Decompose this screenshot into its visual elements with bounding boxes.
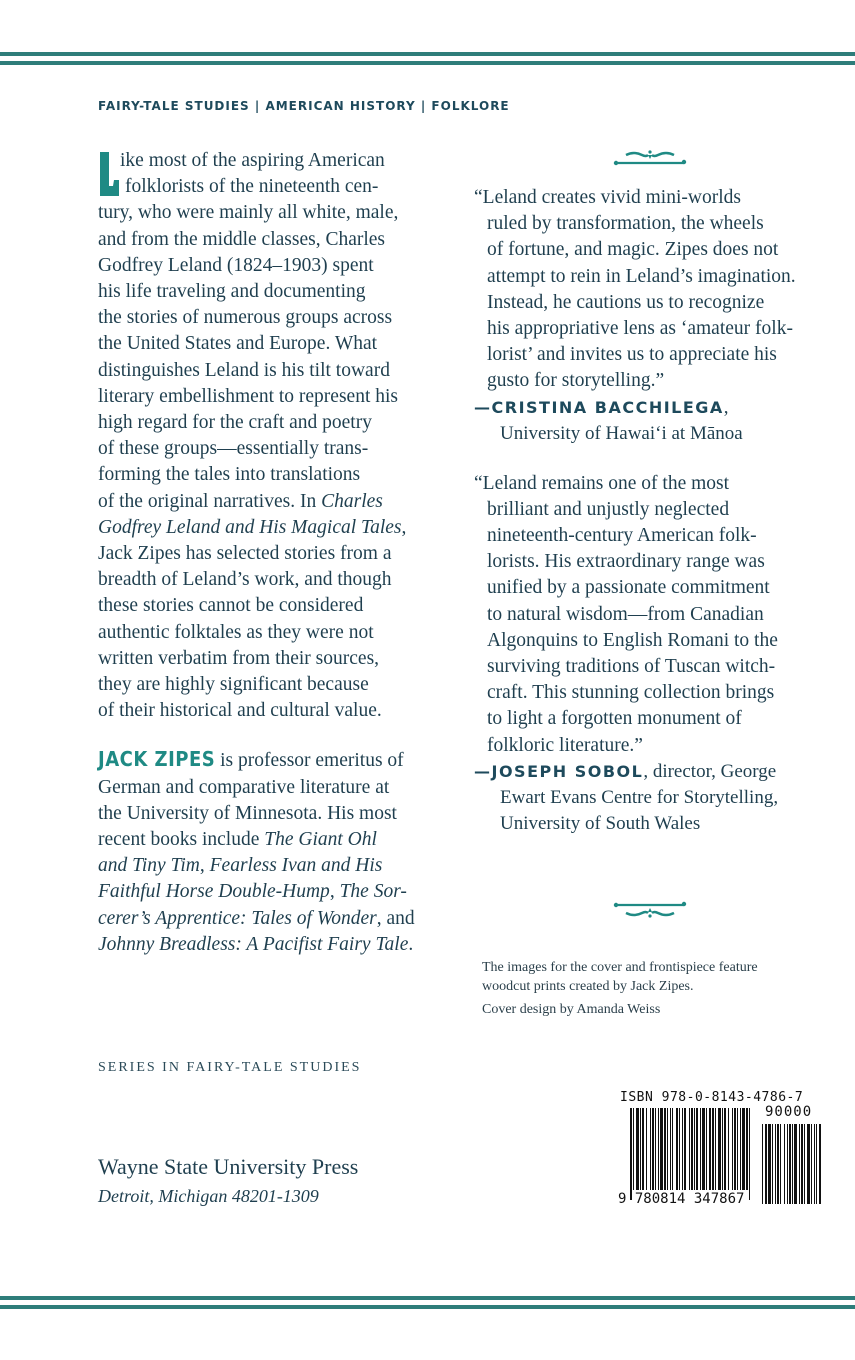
blurb-2-attribution xyxy=(474,759,849,837)
barcode-addon-bar xyxy=(780,1124,781,1204)
attrib-line xyxy=(474,395,849,421)
decorative-flourish-icon xyxy=(612,898,688,920)
barcode-bar xyxy=(672,1108,673,1190)
barcode-bar xyxy=(689,1108,690,1190)
barcode-addon-bar xyxy=(801,1124,803,1204)
barcode-addon-bar xyxy=(765,1124,767,1204)
barcode-bar xyxy=(737,1108,738,1190)
book-title-italic: Godfrey Leland and His Magical Tales xyxy=(98,516,402,538)
blurb-line: gusto for storytelling.” xyxy=(487,370,665,392)
top-rule-1 xyxy=(0,52,855,56)
bio-line: German and comparative literature at xyxy=(98,776,390,798)
desc-line xyxy=(98,515,458,541)
top-rule-2 xyxy=(0,61,855,65)
barcode-bar xyxy=(712,1108,714,1190)
desc-line: they are highly significant because xyxy=(98,674,369,696)
barcode-addon-bar xyxy=(787,1124,788,1204)
blurb-line: lorists. His extraordinary range was xyxy=(487,551,765,573)
blurb-line: “Leland remains one of the most xyxy=(474,472,730,494)
bio-text: recent books include xyxy=(98,829,265,851)
desc-text: , xyxy=(401,516,407,538)
bio-line xyxy=(98,746,458,774)
barcode-bar xyxy=(652,1108,654,1190)
barcode-addon-number: 90000 xyxy=(765,1104,813,1120)
reviewer-affiliation: University of Hawai‘i at Mānoa xyxy=(500,422,743,444)
reviewer-affiliation: Ewart Evans Centre for Storytelling, xyxy=(500,786,779,808)
desc-line: the United States and Europe. What xyxy=(98,333,378,355)
dropcap-l-icon xyxy=(98,152,120,196)
barcode-bar xyxy=(732,1108,733,1190)
desc-line: ike most of the aspiring American xyxy=(120,150,385,171)
book-title-italic: The Giant Ohl xyxy=(264,829,377,851)
desc-line: these stories cannot be considered xyxy=(98,595,364,617)
blurb-line: lorist’ and invites us to appreciate his xyxy=(487,344,777,366)
bio-line xyxy=(98,827,458,853)
book-title-italic: Fearless Ivan and His xyxy=(209,855,383,877)
barcode-bar xyxy=(633,1108,634,1190)
blurb-line: nineteenth-century American folk- xyxy=(487,525,757,547)
barcode-bar xyxy=(655,1108,656,1190)
reviewer-name: —CRISTINA BACCHILEGA xyxy=(474,397,724,417)
attrib-text: , xyxy=(723,396,729,418)
barcode-bar xyxy=(630,1108,632,1200)
book-title-italic: The Sor- xyxy=(339,881,407,903)
barcode-bar xyxy=(734,1108,736,1190)
blurb-line: attempt to rein in Leland’s imagination. xyxy=(487,265,796,287)
book-title-italic: Charles xyxy=(321,490,383,512)
barcode-bar xyxy=(700,1108,701,1190)
barcode-bar xyxy=(660,1108,663,1190)
barcode-bar xyxy=(694,1108,695,1190)
credits xyxy=(482,958,758,1019)
bio-line xyxy=(98,879,458,905)
bio-text: , xyxy=(199,855,210,877)
barcode-addon-bar xyxy=(772,1124,773,1204)
publisher-location: Detroit, Michigan 48201-1309 xyxy=(98,1186,319,1206)
category-line: FAIRY-TALE STUDIES | AMERICAN HISTORY | FOLKLORE xyxy=(98,99,510,113)
blurb-line: folkloric literature.” xyxy=(487,734,643,756)
bottom-rule-1 xyxy=(0,1296,855,1300)
blurb-line: Instead, he cautions us to recognize xyxy=(487,291,765,313)
barcode-bar xyxy=(679,1108,680,1190)
desc-line: distinguishes Leland is his tilt toward xyxy=(98,359,390,381)
barcode-addon-bar xyxy=(804,1124,805,1204)
attrib-line xyxy=(474,759,849,785)
image-credit: The images for the cover and frontispiece feature xyxy=(482,960,758,975)
barcode-bar xyxy=(702,1108,705,1190)
book-title-italic: cerer’s Apprentice: Tales of Wonder xyxy=(98,907,377,929)
blurb-line: ruled by transformation, the wheels xyxy=(487,213,764,235)
desc-line: breadth of Leland’s work, and though xyxy=(98,569,392,591)
barcode-addon-bar xyxy=(762,1124,763,1204)
barcode-bar xyxy=(728,1108,729,1190)
desc-line: authentic folktales as they were not xyxy=(98,621,374,643)
image-credit: woodcut prints created by Jack Zipes. xyxy=(482,979,694,994)
bio-text: , xyxy=(329,881,340,903)
blurb-line: unified by a passionate commitment xyxy=(487,577,770,599)
blurb-line: to natural wisdom—from Canadian xyxy=(487,603,764,625)
desc-line: high regard for the craft and poetry xyxy=(98,412,372,434)
bio-text: . xyxy=(408,933,414,955)
barcode-addon-bar xyxy=(768,1124,771,1204)
bio-text: , and xyxy=(376,907,415,929)
bio-line xyxy=(98,853,458,879)
desc-line: of their historical and cultural value. xyxy=(98,700,382,722)
barcode-bar xyxy=(691,1108,693,1190)
barcode-bar xyxy=(646,1108,647,1190)
book-title-italic: Faithful Horse Double-Hump xyxy=(98,881,330,903)
barcode-addon-bar xyxy=(819,1124,821,1204)
barcode-bar xyxy=(696,1108,698,1190)
book-title-italic: Johnny Breadless: A Pacifist Fairy Tale xyxy=(98,933,409,955)
blurb-line: surviving traditions of Tuscan witch- xyxy=(487,656,776,678)
barcode-addon-bar xyxy=(814,1124,815,1204)
publisher-name: Wayne State University Press xyxy=(98,1154,359,1179)
blurb-line: Algonquins to English Romani to the xyxy=(487,629,778,651)
blurb-line: of fortune, and magic. Zipes does not xyxy=(487,239,779,261)
author-bio xyxy=(98,746,458,958)
barcode-bar xyxy=(722,1108,723,1190)
isbn-label: ISBN 978-0-8143-4786-7 xyxy=(620,1090,804,1105)
desc-line: his life traveling and documenting xyxy=(98,281,366,303)
series-name: SERIES IN FAIRY-TALE STUDIES xyxy=(98,1060,362,1075)
desc-line: literary embellishment to represent his xyxy=(98,385,398,407)
decorative-flourish-icon xyxy=(612,148,688,170)
barcode-addon-bar xyxy=(792,1124,793,1204)
desc-line: of these groups—essentially trans- xyxy=(98,438,369,460)
design-credit: Cover design by Amanda Weiss xyxy=(482,1002,661,1017)
barcode-bar xyxy=(640,1108,641,1190)
barcode-addon-bar xyxy=(816,1124,817,1204)
barcode-bar xyxy=(676,1108,678,1190)
barcode-digits: 9 780814 347867 xyxy=(618,1191,745,1207)
barcode-addon-bar xyxy=(775,1124,776,1204)
left-column xyxy=(98,148,458,958)
blurb-1 xyxy=(474,185,849,395)
barcode-addon-bar xyxy=(794,1124,797,1204)
barcode-addon-bar xyxy=(807,1124,810,1204)
barcode-addon-bar xyxy=(799,1124,800,1204)
desc-line: tury, who were mainly all white, male, xyxy=(98,202,399,224)
barcode-bar xyxy=(642,1108,644,1190)
barcode-bar xyxy=(682,1108,683,1190)
desc-line: and from the middle classes, Charles xyxy=(98,228,386,250)
blurb-line: “Leland creates vivid mini-worlds xyxy=(474,187,741,208)
blurb-line: craft. This stunning collection brings xyxy=(487,682,775,704)
barcode-bar xyxy=(684,1108,686,1190)
barcode-bar xyxy=(749,1108,750,1200)
bottom-rule-2 xyxy=(0,1305,855,1309)
bio-line: the University of Minnesota. His most xyxy=(98,802,397,824)
barcode-bar xyxy=(658,1108,659,1190)
blurb-line: to light a forgotten monument of xyxy=(487,708,742,730)
barcode-addon-bar xyxy=(789,1124,791,1204)
blurb-line: brilliant and unjustly neglected xyxy=(487,498,730,520)
barcode-bar xyxy=(636,1108,639,1190)
desc-line: forming the tales into translations xyxy=(98,464,361,486)
barcode-bar xyxy=(724,1108,726,1190)
bio-text: is professor emeritus of xyxy=(215,750,404,772)
reviewer-name: —JOSEPH SOBOL xyxy=(474,761,644,781)
barcode-bar xyxy=(664,1108,666,1190)
desc-line: the stories of numerous groups across xyxy=(98,307,393,329)
barcode-bar xyxy=(709,1108,711,1190)
attrib-text: , director, George xyxy=(643,760,777,782)
barcode-bar xyxy=(715,1108,716,1190)
desc-line: Jack Zipes has selected stories from a xyxy=(98,543,392,565)
desc-text: of the original narratives. In xyxy=(98,490,322,512)
barcode-addon-bar xyxy=(811,1124,812,1204)
barcode-bar xyxy=(740,1108,741,1190)
barcode-bar xyxy=(667,1108,668,1190)
desc-line: written verbatim from their sources, xyxy=(98,647,380,669)
desc-line xyxy=(98,489,458,515)
desc-line: folklorists of the nineteenth cen- xyxy=(125,176,379,198)
desc-line: Godfrey Leland (1824–1903) spent xyxy=(98,254,374,276)
reviewer-affiliation: University of South Wales xyxy=(500,812,701,834)
barcode-addon-bar xyxy=(784,1124,785,1204)
barcode-bar xyxy=(746,1108,748,1190)
barcode-addon-bar xyxy=(777,1124,779,1204)
barcode-bar xyxy=(706,1108,707,1190)
bio-line xyxy=(98,906,458,932)
blurb-2 xyxy=(474,471,849,759)
author-name: JACK ZIPES xyxy=(98,747,216,772)
bio-line xyxy=(98,932,458,958)
barcode-bar xyxy=(742,1108,745,1190)
barcode-bar xyxy=(650,1108,651,1190)
blurb-1-attribution xyxy=(474,395,849,447)
blurb-line: his appropriative lens as ‘amateur folk- xyxy=(487,318,793,340)
book-title-italic: and Tiny Tim xyxy=(98,855,200,877)
barcode-bar xyxy=(670,1108,671,1190)
book-description xyxy=(98,148,458,724)
barcode-bar xyxy=(718,1108,721,1190)
right-column xyxy=(474,185,849,837)
